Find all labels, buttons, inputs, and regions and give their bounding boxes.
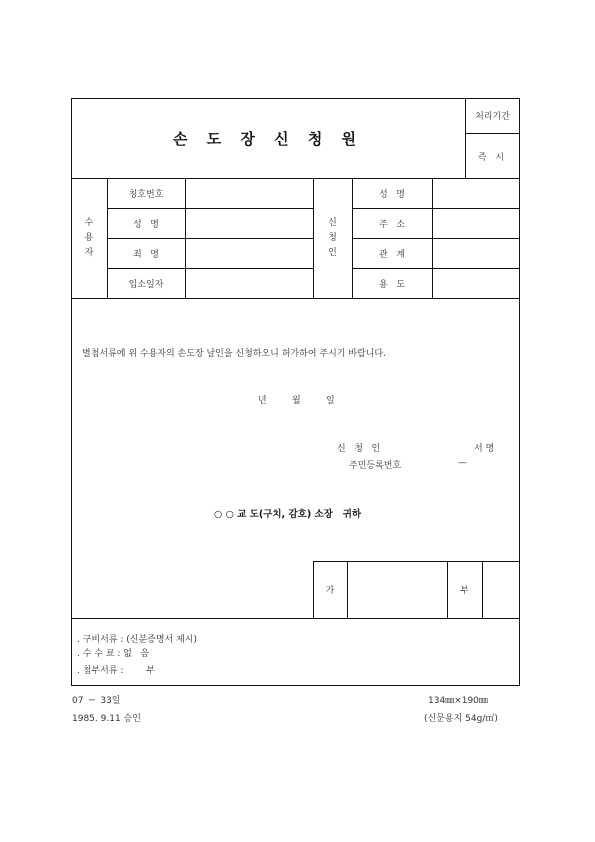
applicant-address-field[interactable] [433, 209, 519, 237]
inmate-label-char: 수 [84, 217, 94, 228]
inmate-admission-date-label: 입소일자 [128, 279, 164, 290]
approve-field[interactable] [348, 562, 446, 617]
form-number: 07 ─ 33일 [72, 696, 121, 706]
inmate-admission-date-field[interactable] [186, 269, 312, 297]
fee-note: . 수 수 료 : 없 음 [77, 649, 150, 659]
applicant-relation-label: 관 계 [379, 249, 405, 260]
paper-type: (신문용지 54g/㎡) [424, 714, 498, 724]
addressee: ○ ○ 교 도(구치, 감호) 소장 귀하 [214, 509, 362, 520]
applicant-address-label: 주 소 [379, 219, 405, 230]
processing-period-value: 즉 시 [477, 152, 508, 163]
applicant-label-char: 청 [328, 232, 337, 243]
approve-label: 가 [325, 586, 335, 596]
applicant-label-char: 인 [328, 247, 337, 258]
attachments-note: . 첨부서류 : 부 [77, 666, 155, 676]
inmate-label-char: 용 [84, 232, 94, 243]
reject-label: 부 [460, 586, 469, 596]
required-documents-note: . 구비서류 : (신분증명서 제시) [77, 635, 197, 645]
divider [71, 618, 520, 619]
applicant-name-label: 성 명 [379, 189, 405, 200]
applicant-group-label [313, 178, 352, 298]
inmate-number-field[interactable] [186, 179, 312, 207]
applicant-name-field[interactable] [433, 179, 519, 207]
date-month-label: 월 [292, 396, 301, 406]
date-day-label: 일 [326, 396, 335, 406]
inmate-name-label: 성 명 [133, 219, 159, 230]
divider [71, 298, 520, 299]
reject-field[interactable] [483, 562, 519, 617]
inmate-group-label [71, 178, 107, 298]
inmate-label-char: 자 [84, 247, 94, 258]
resident-number-dash: — [458, 458, 467, 468]
resident-number-label: 주민등록번호 [349, 461, 402, 471]
applicant-purpose-label: 용 도 [379, 279, 405, 290]
applicant-purpose-field[interactable] [433, 269, 519, 297]
date-year-label: 년 [258, 396, 267, 406]
approval-date: 1985. 9.11 승인 [72, 714, 141, 724]
processing-period-label: 처리기간 [475, 112, 510, 122]
applicant-signature-label: 신 청 인 [337, 444, 381, 454]
paper-size: 134㎜×190㎜ [428, 696, 488, 706]
inmate-number-label: 칭호번호 [128, 189, 164, 200]
applicant-relation-field[interactable] [433, 239, 519, 267]
request-text: 별첨서류에 위 수용자의 손도장 날인을 신청하오니 허가하여 주시기 바랍니다. [82, 349, 386, 359]
applicant-label-char: 신 [328, 217, 337, 228]
inmate-crime-label: 죄 명 [133, 249, 159, 260]
inmate-name-field[interactable] [186, 209, 312, 237]
form-title: 손 도 장 신 청 원 [172, 129, 364, 148]
signature-label: 서 명 [474, 444, 495, 454]
inmate-crime-field[interactable] [186, 239, 312, 267]
